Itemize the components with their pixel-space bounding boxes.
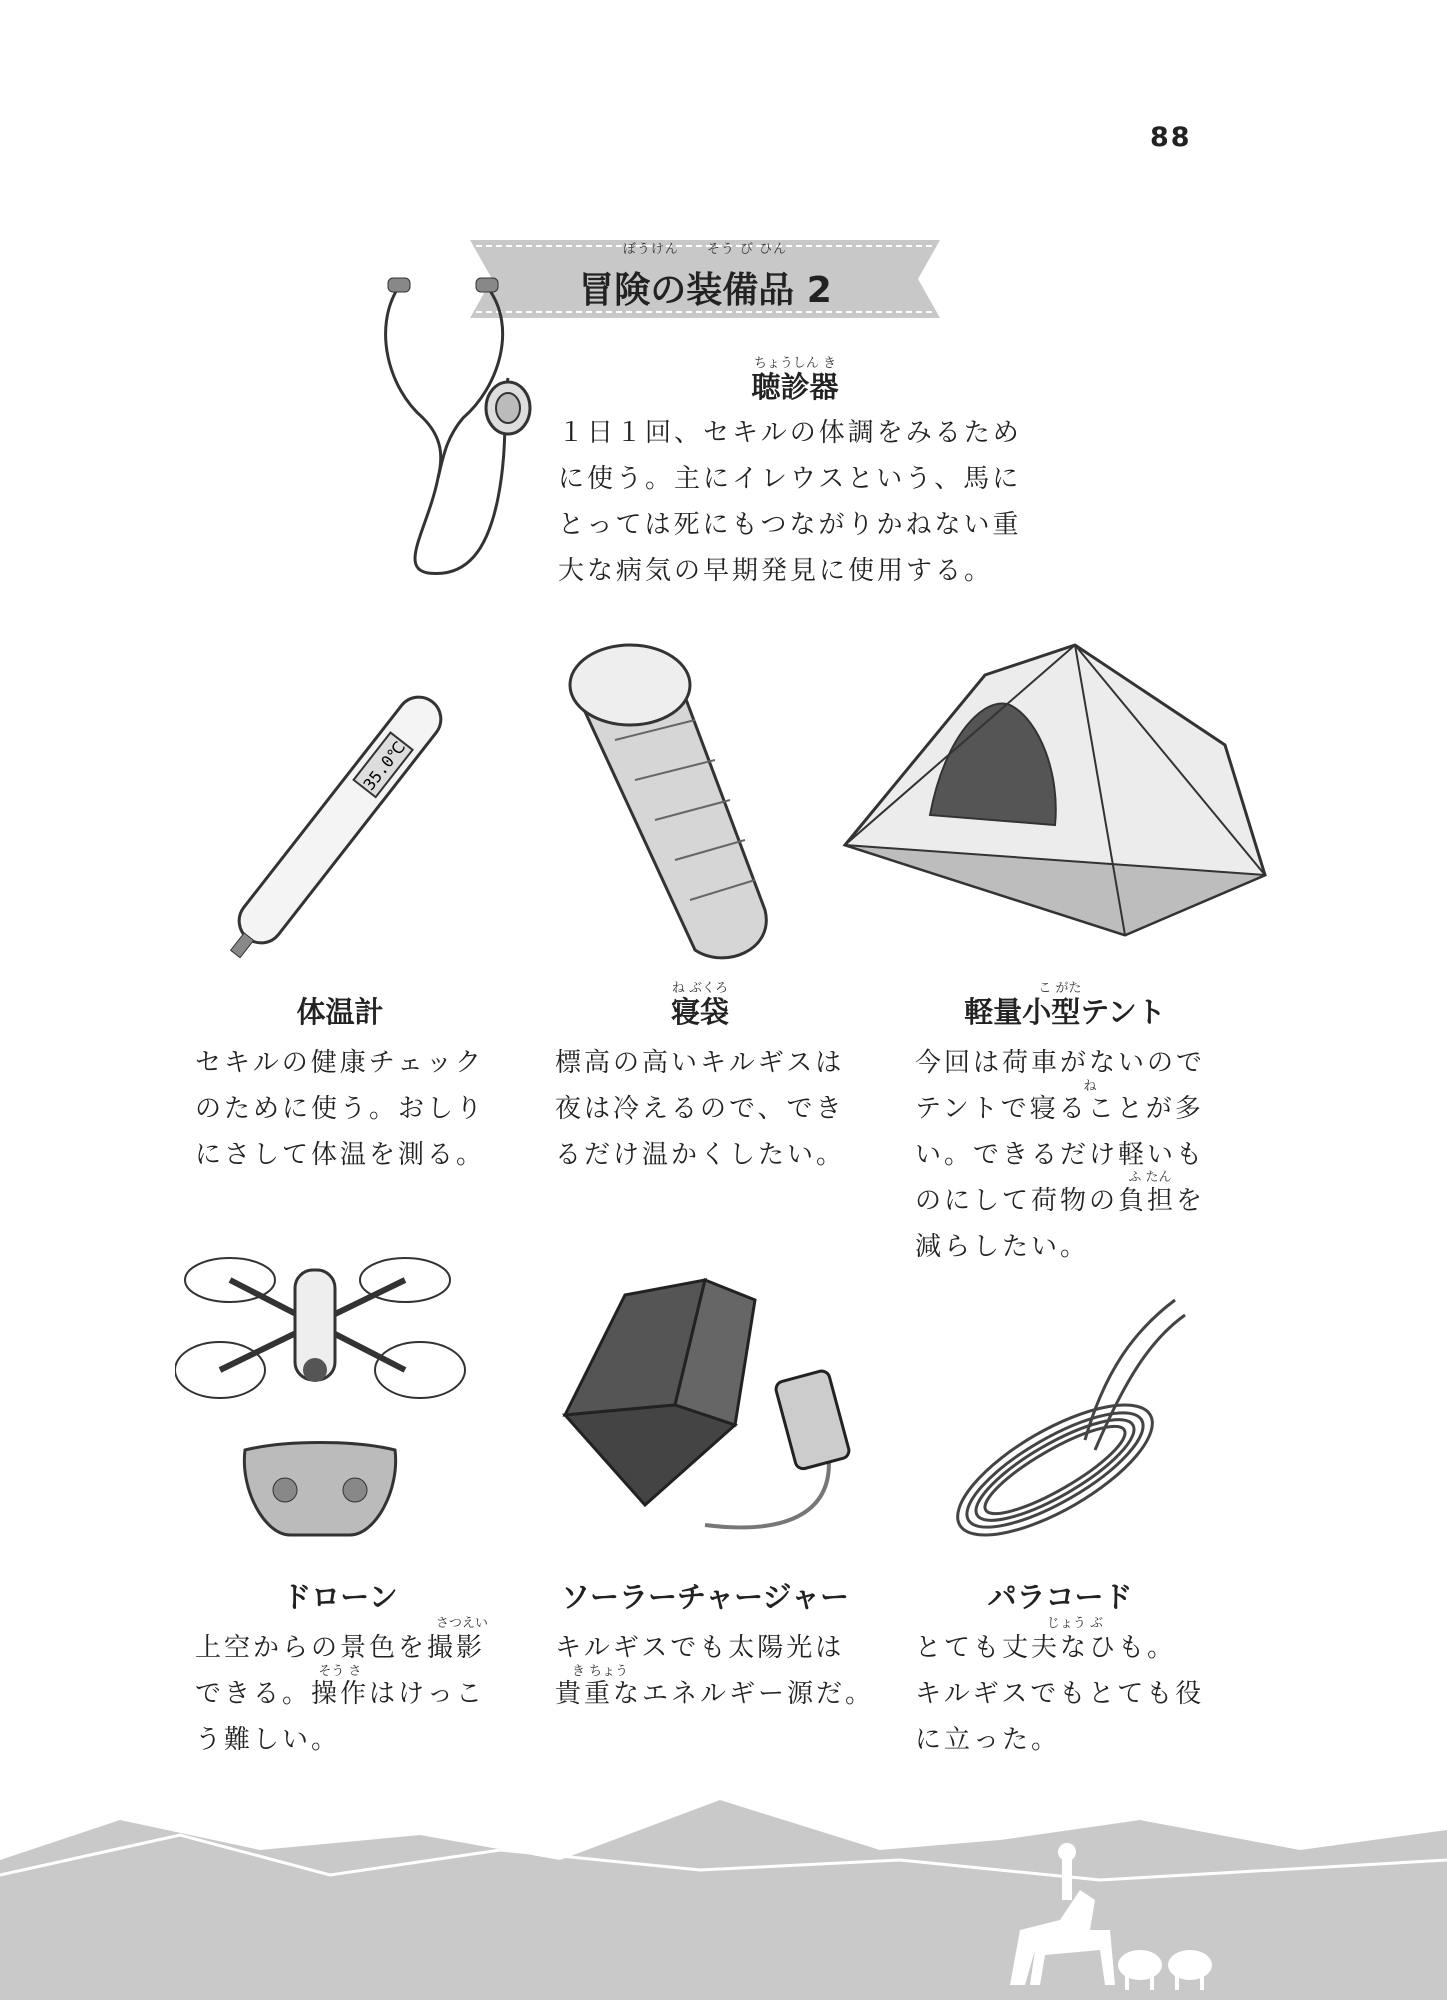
- desc-line: 減らしたい。: [915, 1232, 1090, 1262]
- tent-ruby: こ がた: [1038, 981, 1082, 996]
- page-number: 88: [1150, 122, 1192, 153]
- solar-charger-title: ソーラーチャージャー: [561, 1580, 849, 1614]
- stethoscope-description: [558, 410, 1078, 594]
- desc-line: う難しい。: [195, 1725, 341, 1755]
- desc-line: セキルの健康チェック: [195, 1048, 484, 1078]
- desc-line: 夜は冷えるので、でき: [555, 1094, 845, 1124]
- sleeping-bag-description: [555, 1040, 875, 1178]
- desc-line: 上空からの景色を撮影: [195, 1633, 486, 1663]
- desc-line: できる。操作はけっこ: [195, 1679, 486, 1709]
- drone-title: ドローン: [282, 1580, 398, 1614]
- sleeping-bag-ruby: ね ぶくろ: [671, 981, 729, 996]
- desc-line: １日１回、セキルの体調をみるため: [558, 418, 1022, 448]
- sleeping-bag-title: 寝袋: [670, 995, 729, 1029]
- paracord-illustration: [935, 1290, 1195, 1560]
- stethoscope-title: 聴診器: [751, 370, 839, 404]
- desc-line: に使う。主にイレウスという、馬に: [558, 464, 1022, 494]
- desc-line: キルギスでも太陽光は: [555, 1633, 845, 1663]
- banner-title: 冒険の装備品 2: [578, 270, 832, 311]
- desc-line: 大な病気の早期発見に使用する。: [558, 556, 994, 586]
- desc-line: とても丈夫なひも。: [915, 1633, 1177, 1663]
- solar-charger-description: [555, 1625, 895, 1717]
- thermometer-illustration: [210, 670, 470, 970]
- desc-line: 今回は荷車がないので: [915, 1048, 1206, 1078]
- desc-line: るだけ温かくしたい。: [555, 1140, 846, 1170]
- desc-line: のにして荷物の負担を: [915, 1186, 1206, 1216]
- desc-line: い。できるだけ軽いも: [915, 1140, 1206, 1170]
- thermometer-display: 35.0℃: [359, 737, 410, 794]
- desc-line: キルギスでもとても役: [915, 1679, 1205, 1709]
- sleeping-bag-illustration: [555, 630, 785, 970]
- desc-line: とっては死にもつながりかねない重: [558, 510, 1022, 540]
- drone-illustration: [175, 1250, 475, 1570]
- desc-line: 標高の高いキルギスは: [555, 1048, 845, 1078]
- tent-description: [915, 1040, 1255, 1270]
- drone-description: [195, 1625, 515, 1763]
- stethoscope-illustration: [368, 268, 538, 588]
- desc-line: のために使う。おしり: [195, 1094, 486, 1124]
- tent-title: 軽量小型テント: [964, 995, 1166, 1029]
- solar-charger-illustration: [555, 1265, 855, 1565]
- paracord-title: パラコード: [987, 1580, 1133, 1614]
- desc-line: に立った。: [915, 1725, 1061, 1755]
- thermometer-description: [195, 1040, 495, 1178]
- tent-illustration: [835, 635, 1275, 955]
- stethoscope-ruby: ちょうしん き: [753, 356, 837, 371]
- banner-ruby: ぼうけん そう び ひん: [622, 242, 788, 257]
- thermometer-title: 体温計: [296, 995, 384, 1029]
- mountain-decoration: [0, 1780, 1447, 2000]
- tent-ruby-futan: ふ たん: [1128, 1170, 1172, 1185]
- drone-ruby-satsuei: さつえい: [435, 1616, 488, 1631]
- desc-line: テントで寝ることが多: [915, 1094, 1204, 1124]
- drone-ruby-sousa: そう さ: [318, 1664, 362, 1679]
- paracord-ruby-joubu: じょう ぶ: [1046, 1616, 1104, 1631]
- solar-ruby-kichou: き ちょう: [571, 1664, 629, 1679]
- tent-ruby-ne: ね: [1083, 1079, 1097, 1094]
- paracord-description: [915, 1625, 1255, 1763]
- desc-line: 貴重なエネルギー源だ。: [555, 1679, 875, 1709]
- desc-line: にさして体温を測る。: [195, 1140, 486, 1170]
- section-banner: [470, 232, 940, 322]
